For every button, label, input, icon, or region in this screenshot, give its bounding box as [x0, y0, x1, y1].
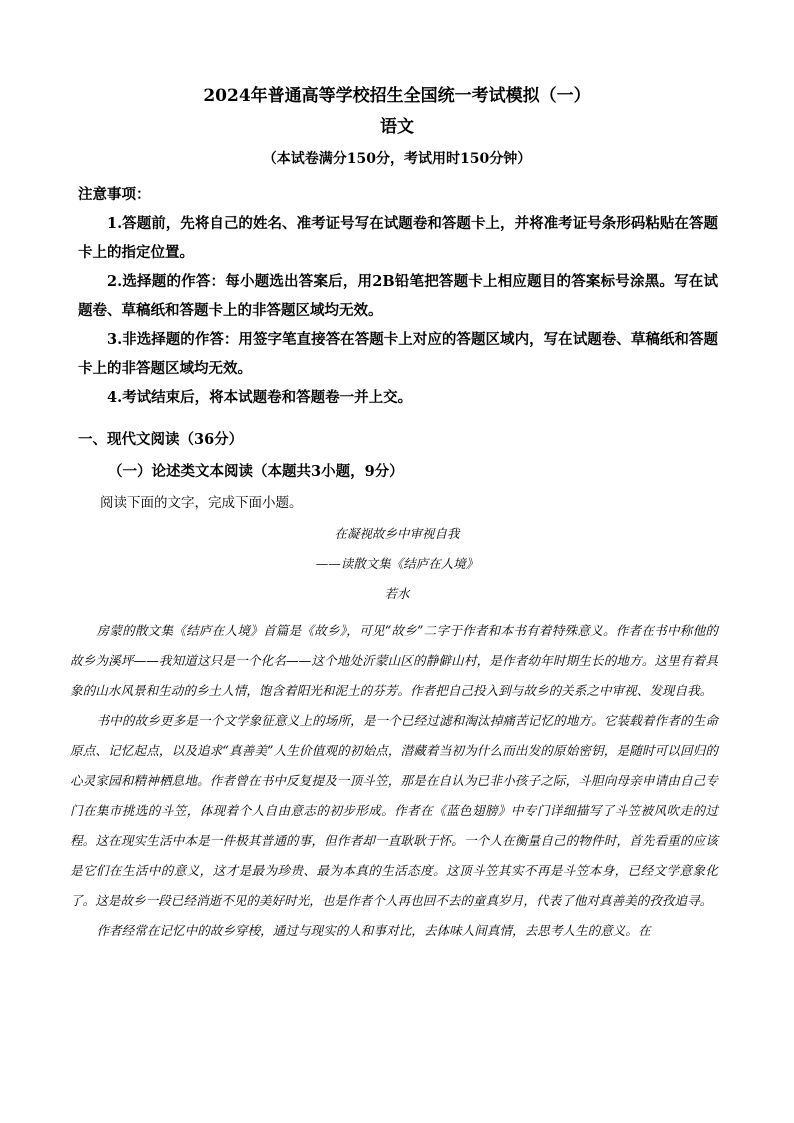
subject-title: 语文 — [380, 117, 414, 137]
article-author: 若水 — [384, 586, 410, 601]
article-subtitle: ——读散文集《结庐在人境》 — [315, 556, 479, 571]
reading-instruction: 阅读下面的文字，完成下面小题。 — [100, 495, 303, 511]
article-paragraph: 书中的故乡更多是一个文学象征意义上的场所，是一个已经过滤和淘汰掉痛苦记忆的地方。它装载着作者的生命原点、记忆起点，以及追求“真善美”人生价值观的初始点，潜藏着当初为什么而出发的原始密钥，是随时可以回归的心灵家园和精神栖息地。作者曾在书中反复提及一顶斗笠，那是在自认为已非小孩子之际，斗胆向母亲申请由自己专门在集市挑选的斗笠，体现着个人自由意志的初步形成。作者在《蓝色翅膀》中专门详细描写了斗笠被风吹走的过程。这在现实生活中本是一件极其普通的事，但作者却一直耿耿于怀。一个人在衡量自己的物件时，首先看重的应该是它们在生活中的意义，这才是最为珍贵、最为本真的生活态度。这顶斗笠其实不再是斗笠本身，已经文学意象化了。这是故乡一段已经消逝不见的美好时光，也是作者个人再也回不去的童真岁月，代表了他对真善美的孜孜追寻。 — [70, 713, 718, 908]
article-body — [70, 616, 718, 946]
article-title: 在凝视故乡中审视自我 — [334, 526, 460, 541]
section-heading: 一、现代文阅读（36分） — [78, 431, 244, 448]
notice-item: 4.考试结束后，将本试题卷和答题卷一并上交。 — [107, 389, 413, 406]
notice-item: 3.非选择题的作答：用签字笔直接答在答题卡上对应的答题区域内，写在试题卷、草稿纸和答题卡上的非答题区域均无效。 — [78, 331, 718, 377]
notice-block — [78, 180, 718, 412]
exam-meta: （本试卷满分150分，考试用时150分钟） — [262, 151, 532, 167]
notice-heading: 注意事项： — [78, 186, 151, 203]
exam-title: 2024年普通高等学校招生全国统一考试模拟（一） — [203, 86, 591, 106]
subsection-heading: （一）论述类文本阅读（本题共3小题，9分） — [108, 463, 404, 480]
notice-item: 2.选择题的作答：每小题选出答案后，用2B铅笔把答题卡上相应题目的答案标号涂黑。写在试题卷、草稿纸和答题卡上的非答题区域均无效。 — [78, 273, 718, 319]
article-paragraph: 作者经常在记忆中的故乡穿梭，通过与现实的人和事对比，去体味人间真情，去思考人生的意义。在 — [96, 923, 651, 938]
notice-item: 1.答题前，先将自己的姓名、准考证号写在试题卷和答题卡上，并将准考证号条形码粘贴在答题卡上的指定位置。 — [78, 215, 718, 261]
article-paragraph: 房蒙的散文集《结庐在人境》首篇是《故乡》，可见“故乡”二字于作者和本书有着特殊意义。作者在书中称他的故乡为溪坪——我知道这只是一个化名——这个地处沂蒙山区的静僻山村，是作者幼年时期生长的地方。这里有着具象的山水风景和生动的乡土人情，饱含着阳光和泥土的芬芳。作者把自己投入到与故乡的关系之中审视、发现自我。 — [70, 623, 718, 698]
